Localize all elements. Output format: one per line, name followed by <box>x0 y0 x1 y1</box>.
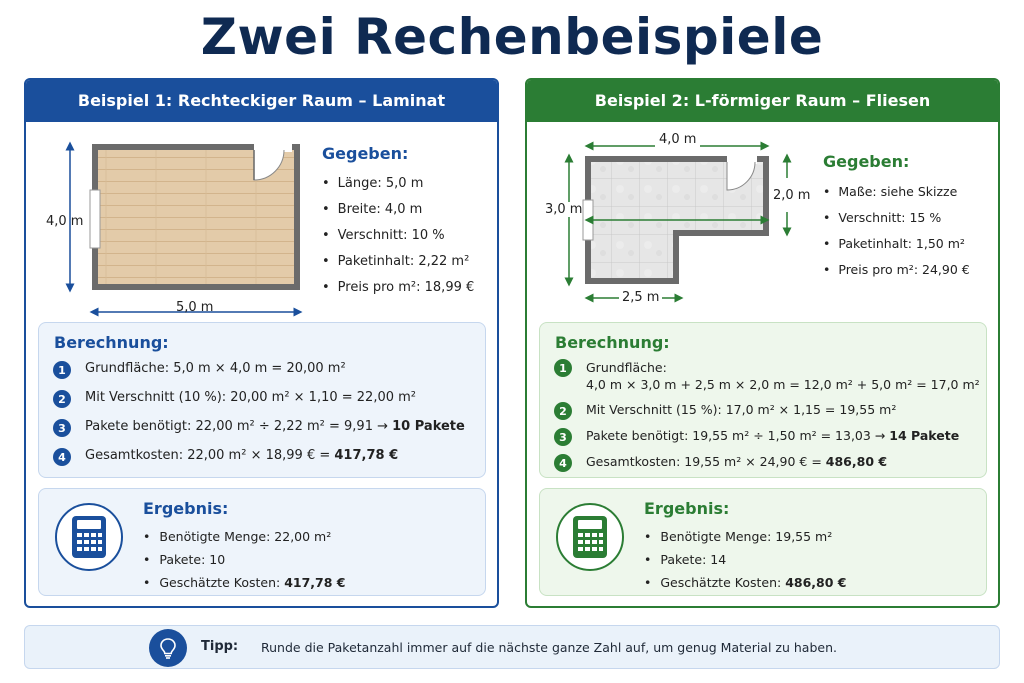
dimension-right: 2,0 m <box>773 188 811 203</box>
given-item: • Maße: siehe Skizze <box>823 179 970 205</box>
calc-step <box>53 448 398 466</box>
result-box <box>539 488 987 596</box>
step-text: Mit Verschnitt (10 %): 20,00 m² × 1,10 = 22,00 m² <box>85 390 417 405</box>
step-number: 4 <box>53 448 71 466</box>
calc-step <box>53 390 416 408</box>
given-item: • Preis pro m²: 18,99 € <box>322 275 474 301</box>
calculation-box <box>38 322 486 478</box>
dimension-left: 3,0 m <box>545 202 583 217</box>
given-item: • Verschnitt: 10 % <box>322 223 474 249</box>
calc-step <box>554 402 896 420</box>
step-number: 3 <box>554 428 572 446</box>
step-result: 10 Pakete <box>392 419 465 434</box>
step-number: 3 <box>53 419 71 437</box>
result-item: • Pakete: 14 <box>644 548 846 571</box>
step-number: 1 <box>53 361 71 379</box>
given-title: Gegeben: <box>823 152 910 171</box>
step-number: 1 <box>554 359 572 377</box>
step-text: Pakete benötigt: 19,55 m² ÷ 1,50 m² = 13,03 → <box>586 428 890 443</box>
lightbulb-icon <box>149 629 187 667</box>
calc-step <box>554 454 887 472</box>
step-text: Grundfläche: 5,0 m × 4,0 m = 20,00 m² <box>85 361 346 376</box>
given-section <box>823 152 970 283</box>
calculator-icon <box>55 503 123 571</box>
dimension-width: 5,0 m <box>176 300 214 315</box>
result-item: • Pakete: 10 <box>143 548 345 571</box>
calc-step <box>554 359 980 393</box>
given-item: • Paketinhalt: 1,50 m² <box>823 231 970 257</box>
result-item: • Geschätzte Kosten: 417,78 € <box>143 571 345 594</box>
given-list <box>322 171 474 301</box>
step-text: Gesamtkosten: 22,00 m² × 18,99 € = <box>85 448 335 463</box>
dimension-bottom: 2,5 m <box>619 290 662 305</box>
step-formula: 4,0 m × 3,0 m + 2,5 m × 2,0 m = 12,0 m² + 5,0 m² = 17,0 m² <box>586 377 980 392</box>
given-section <box>322 144 474 301</box>
step-label: Grundfläche: <box>586 360 667 375</box>
calc-step <box>53 361 346 379</box>
result-list <box>644 525 846 594</box>
step-text: Mit Verschnitt (15 %): 17,0 m² × 1,15 = 19,55 m² <box>586 402 897 417</box>
step-number: 4 <box>554 454 572 472</box>
step-result: 417,78 € <box>334 448 399 463</box>
result-title: Ergebnis: <box>644 499 730 518</box>
example-2-card <box>525 78 1000 608</box>
given-item: • Verschnitt: 15 % <box>823 205 970 231</box>
page-title: Zwei Rechenbeispiele <box>200 8 824 66</box>
step-number: 2 <box>554 402 572 420</box>
given-title: Gegeben: <box>322 144 409 163</box>
floor-plan-l-shaped <box>527 122 827 322</box>
tip-banner <box>24 625 1000 669</box>
result-item: • Benötigte Menge: 22,00 m² <box>143 525 345 548</box>
step-number: 2 <box>53 390 71 408</box>
tip-text: Runde die Paketanzahl immer auf die nächste ganze Zahl auf, um genug Material zu haben. <box>261 640 837 655</box>
example-1-header: Beispiel 1: Rechteckiger Raum – Laminat <box>26 80 497 122</box>
step-text: Gesamtkosten: 19,55 m² × 24,90 € = <box>586 454 826 469</box>
given-list <box>823 179 970 283</box>
calculation-box <box>539 322 987 478</box>
calc-step <box>53 419 465 437</box>
calculation-title: Berechnung: <box>54 333 169 352</box>
result-item: • Benötigte Menge: 19,55 m² <box>644 525 846 548</box>
result-title: Ergebnis: <box>143 499 229 518</box>
step-result: 14 Pakete <box>889 428 960 443</box>
given-item: • Länge: 5,0 m <box>322 171 474 197</box>
example-2-header: Beispiel 2: L-förmiger Raum – Fliesen <box>527 80 998 122</box>
given-item: • Preis pro m²: 24,90 € <box>823 257 970 283</box>
result-list <box>143 525 345 594</box>
example-1-card <box>24 78 499 608</box>
dimension-height: 4,0 m <box>46 214 84 229</box>
step-result: 486,80 € <box>825 454 888 469</box>
result-box <box>38 488 486 596</box>
calc-step <box>554 428 959 446</box>
given-item: • Breite: 4,0 m <box>322 197 474 223</box>
tip-label: Tipp: <box>201 639 239 654</box>
calculation-title: Berechnung: <box>555 333 670 352</box>
step-text: Pakete benötigt: 22,00 m² ÷ 2,22 m² = 9,91 → <box>85 419 393 434</box>
result-item: • Geschätzte Kosten: 486,80 € <box>644 571 846 594</box>
given-item: • Paketinhalt: 2,22 m² <box>322 249 474 275</box>
calculator-icon <box>556 503 624 571</box>
dimension-top: 4,0 m <box>655 132 700 147</box>
